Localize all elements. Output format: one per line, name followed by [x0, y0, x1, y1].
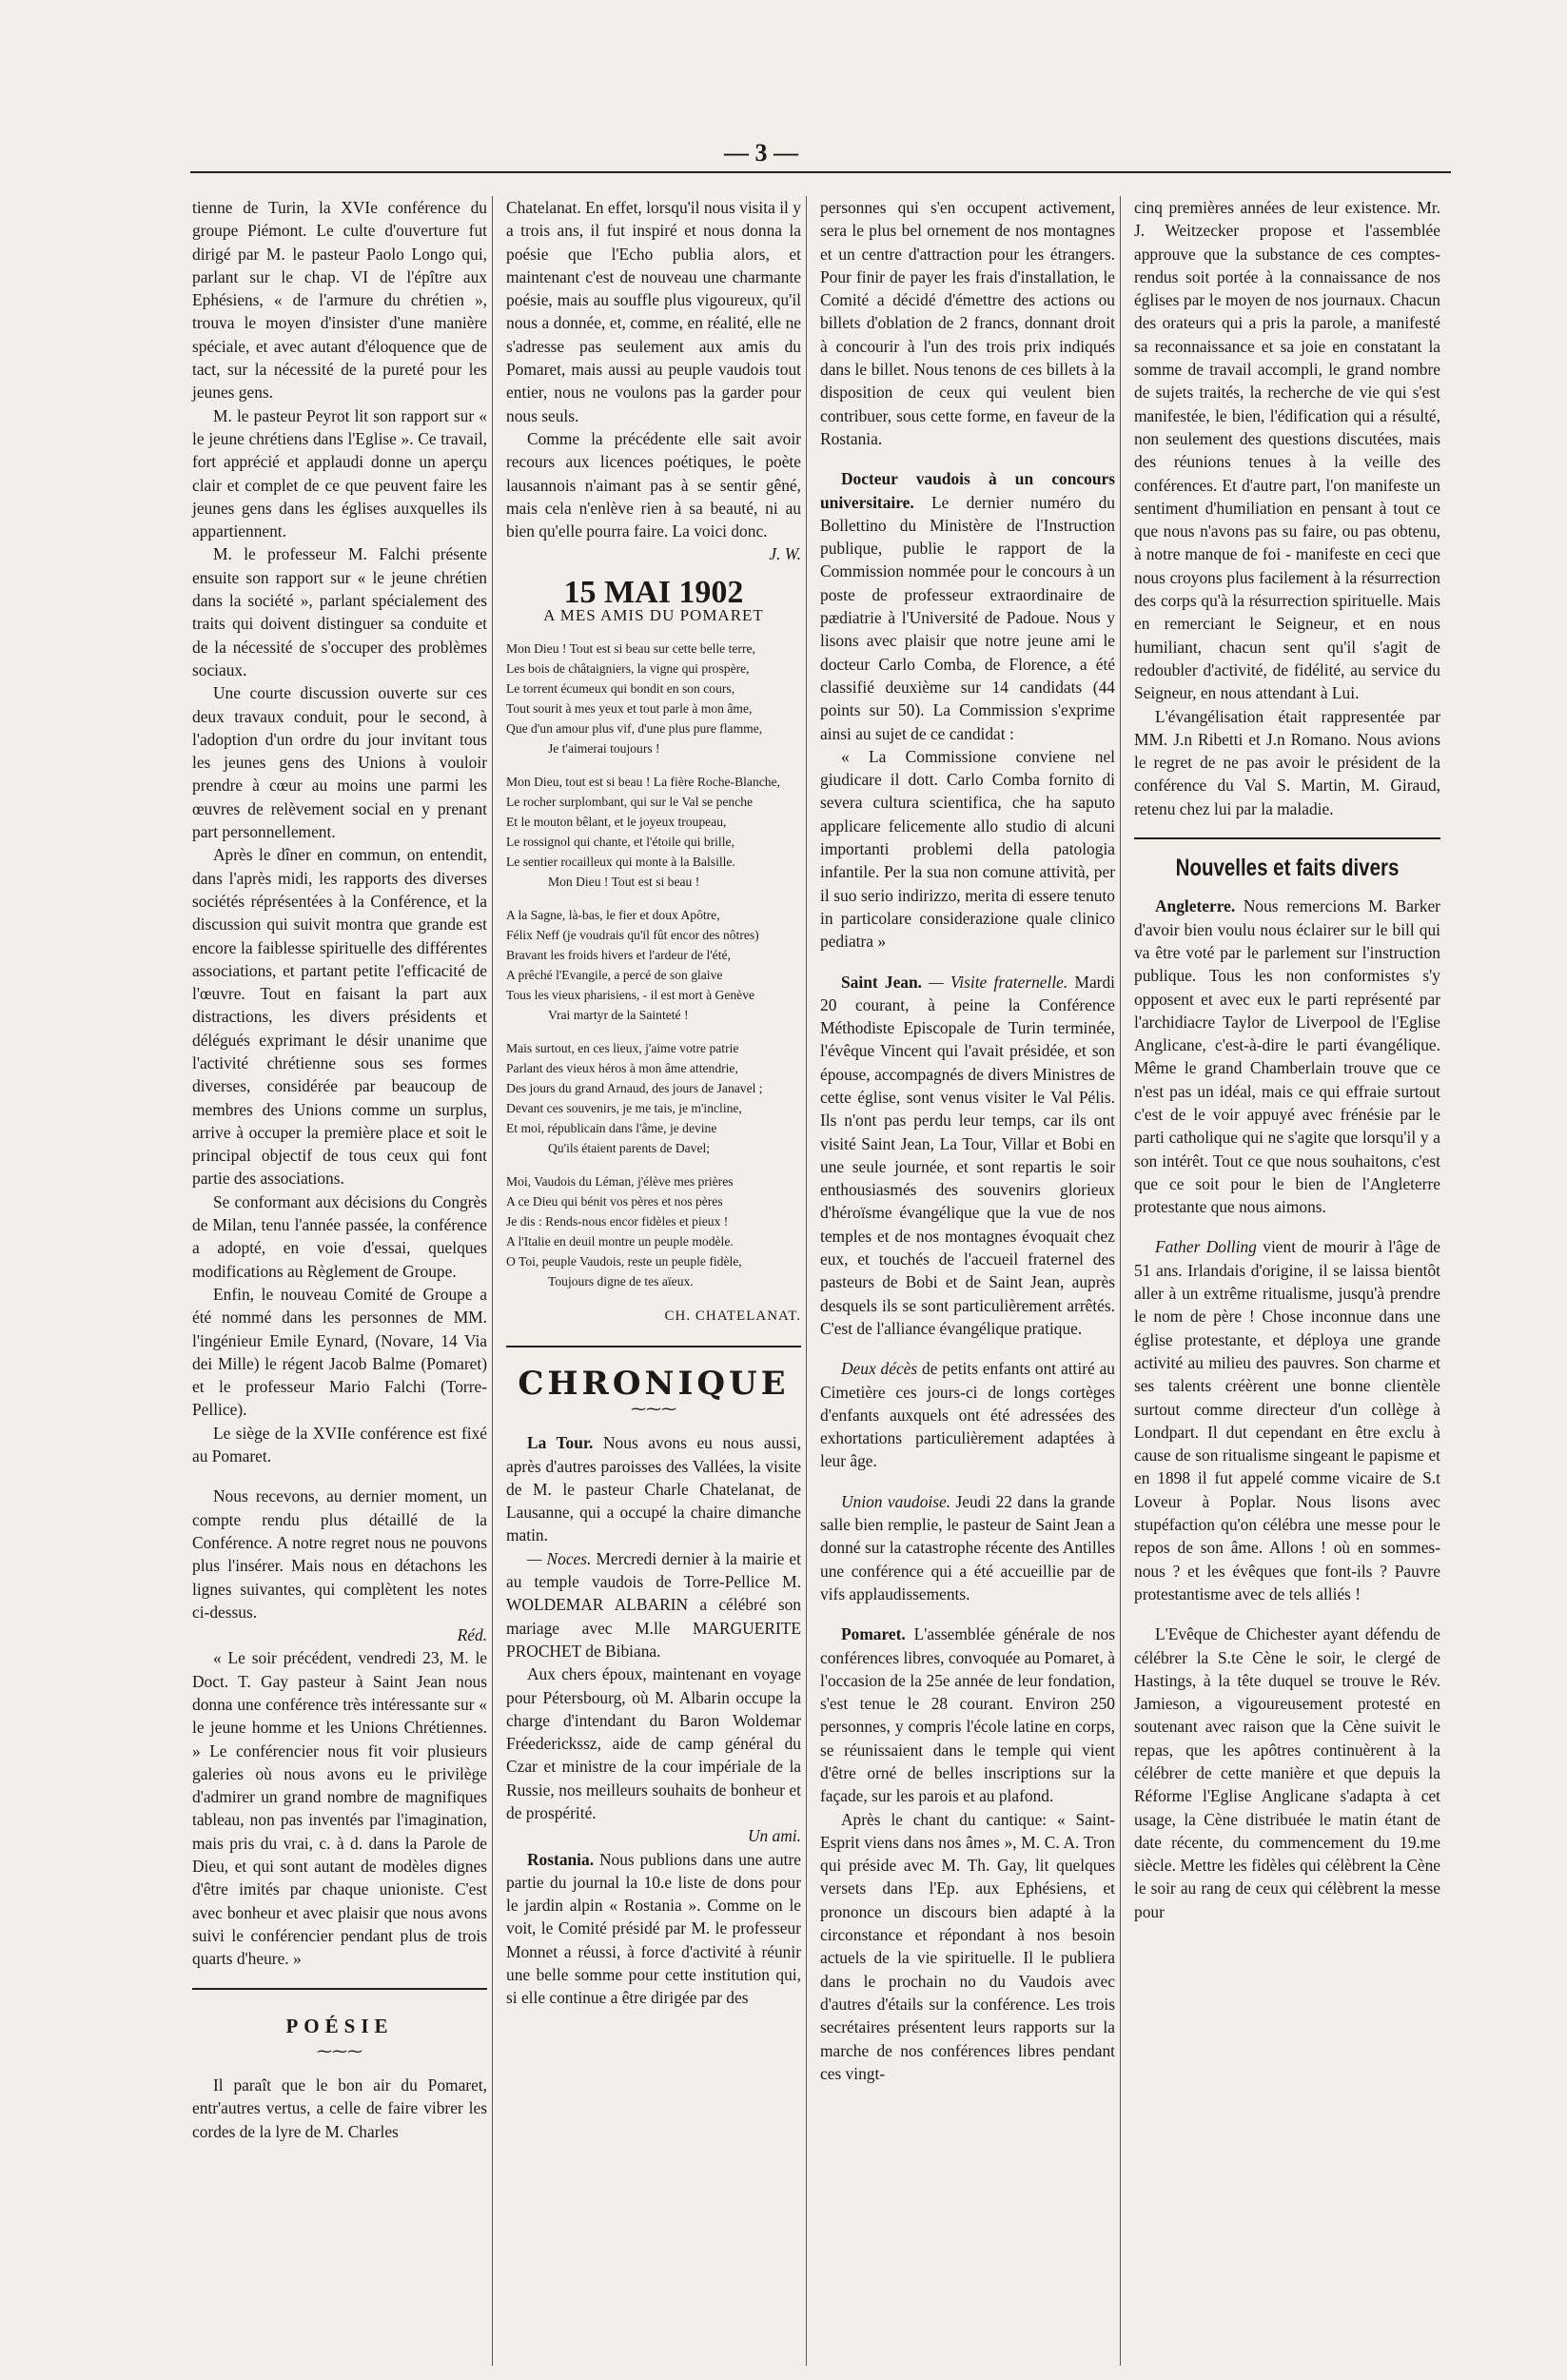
column-divider	[1120, 196, 1121, 2366]
poem-line: Vrai martyr de la Sainteté !	[548, 1008, 689, 1023]
poem-line: A la Sagne, là-bas, le fier et doux Apôtre,	[506, 908, 720, 923]
ornament-icon: ⁓⁓⁓	[631, 1401, 676, 1418]
article-heading: Pomaret.	[841, 1624, 906, 1644]
article-heading: Deux décès	[841, 1359, 918, 1379]
poem-line: Tous les vieux pharisiens, - il est mort à Genève	[506, 988, 755, 1003]
article-heading: Docteur vaudois à un concours universitaire.	[820, 469, 1115, 512]
poem-stanza-4	[506, 1038, 801, 1158]
poem-line: A ce Dieu qui bénit vos pères et nos pères	[506, 1194, 723, 1210]
ornament-icon: ⁓⁓⁓	[317, 2043, 362, 2060]
poem-stanza-5	[506, 1171, 801, 1291]
paragraph: Se conformant aux décisions du Congrès de Milan, tenu l'année passée, la conférence a adopté, en voie d'essai, quelques modifications au Règlement de Groupe.	[192, 1191, 487, 1281]
article-heading: Angleterre.	[1155, 896, 1236, 916]
article-text: Mardi 20 courant, à peine la Conférence Méthodiste Episcopale de Turin terminée, l'évêque Vincent qui l'avait présidée, et son épouse, accompagnés de divers Ministres de cette église, sont venus visiter le Val Pélis. Ils n'ont pas perdu leur temps, car ils ont visité Saint Jean, La Tour, Villar et Bobi en une seule journée, et sont repartis le soir enthousiasmés des souvenirs glorieux d'héroïsme évangélique que la vue de nos temples et de nos montagnes évoquait chez eux, et touchés de l'accueil fraternel des pasteurs de Bobi et de Saint Jean, auprès desquels ils se sont particulièrement arrêtés. C'est de l'alliance évangélique pratique.	[820, 972, 1116, 1338]
poem-line: Les bois de châtaigniers, la vigne qui prospère,	[506, 661, 750, 677]
poem-line: Mon Dieu ! Tout est si beau sur cette belle terre,	[506, 641, 755, 657]
paragraph: Comme la précédente elle sait avoir recours aux licences poétiques, le poète lausannois n'aimant pas à se sentir gêné, mais cela n'enlève rien à sa beauté, ni au bien qu'elle pourra faire. La voici donc.	[506, 428, 801, 541]
poem-line: Et moi, républicain dans l'âme, je devine	[506, 1121, 717, 1136]
paragraph: Après le chant du cantique: « Saint-Esprit viens dans nos âmes », M. C. A. Tron qui préside avec M. Th. Gay, lit quelques versets dans l'Ep. aux Ephésiens, et prononce un discours bien adapté à la circonstance et répondant à nos besoin actuels de la vie spirituelle. Il le publiera dans le prochain no du Vaudois avec d'autres d'étails sur la conférence. Les trois secrétaires présentent leurs rapports sur la marche de nos conférences libres pendant ces vingt-	[820, 1809, 1115, 2083]
article-heading: Father Dolling	[1155, 1237, 1257, 1257]
paragraph: L'évangélisation était rappresentée par MM. J.n Ribetti et J.n Romano. Nous avions le regret de ne pas avoir le président de la conférence du Val S. Martin, M. Giraud, retenu chez lui par la maladie.	[1134, 706, 1440, 818]
poem-line: A prêché l'Evangile, a percé de son glaive	[506, 968, 723, 983]
poem-line: Je dis : Rends-nous encor fidèles et pieux !	[506, 1214, 729, 1229]
poem-line: Le rossignol qui chante, et l'étoile qui brille,	[506, 835, 735, 850]
paragraph: M. le pasteur Peyrot lit son rapport sur « le jeune chrétiens dans l'Eglise ». Ce travail, fort apprécié et applaudi donne un aperçu clair et complet de ce que peuvent faire les jeunes gens dans les églises auxquelles ils appartiennent.	[192, 405, 487, 541]
poem-line: Mon Dieu, tout est si beau ! La fière Roche-Blanche,	[506, 775, 781, 790]
poem-line: Des jours du grand Arnaud, des jours de Janavel ;	[506, 1081, 763, 1096]
article-text: Le dernier numéro du Bollettino du Ministère de l'Instruction publique, publie le rapport de la Commission nommée pour le concours à un poste de professeur extraordinaire de pædiatrie à l'Université de Padoue. Nous y lisons avec plaisir que notre jeune ami le docteur Carlo Comba, de Florence, a été classifié deuxième sur 14 candidats (44 points sur 50). La Commission s'exprime ainsi au sujet de ce candidat :	[820, 492, 1115, 743]
column-4	[1134, 196, 1440, 1923]
page-number: — 3 —	[724, 139, 798, 167]
poem-line: Toujours digne de tes aïeux.	[548, 1274, 694, 1289]
paragraph: L'Evêque de Chichester ayant défendu de célébrer la S.te Cène le soir, le clergé de Hastings, à la tête duquel se trouve le Rév. Jamieson, a vigoureusement protesté en soutenant avec raison que la Cène suivit le repas, que les apôtres continuèrent à la célébrer de cette manière et que depuis la Réforme l'Eglise Anglicane s'adapta à cet usage, la Cène distribuée le matin étant de date récente, du commencement du 19.me siècle. Mettre les fidèles qui célèbrent la Cène le soir au rang de ceux qui célèbrent la messe pour	[1134, 1624, 1440, 1921]
paragraph: cinq premières années de leur existence. Mr. J. Weitzecker propose et l'assemblée approuve que la substance de ces comptes-rendus soit portée à la connaissance de nos églises par le moyen de nos journaux. Chacun des orateurs qui a pris la parole, a manifesté sa reconnaissance et sa joie en constatant la somme de travail accompli, le grand nombre de sujets traités, la recherche de vie qui s'est manifestée, le bien, l'édification qui a résulté, non seulement des questions discutées, mais des réunions tenues à la veille des conférences. Et d'autre part, l'on manifeste un sentiment d'humiliation en pensant à tout ce que nous n'avons pas su faire, ou pas obtenu, à notre manque de foi - manifeste en ceci que nous croyons plus facilement à la résurrection des corps qu'à la résurrection spirituelle. Mais en remerciant le Seigneur, et en nous humiliant, chacun sent qu'il s'agit de redoubler d'activité, de fidélité, au service du Seigneur, en nous attendant à Lui.	[1134, 198, 1440, 703]
poem-line: Félix Neff (je voudrais qu'il fût encor des nôtres)	[506, 928, 759, 943]
poem-line: Mon Dieu ! Tout est si beau !	[548, 875, 700, 890]
section-rule	[192, 1988, 487, 1990]
paragraph: personnes qui s'en occupent activement, sera le plus bel ornement de nos montagnes et un centre d'attraction pour les étrangers. Pour finir de payer les frais d'installation, le Comité a décidé d'émettre des actions ou billets d'oblation de 2 francs, donnant droit à concourir à l'un des trois prix indiqués dans le billet. Nous tenons de ces billets à la disposition de ceux qui veulent bien contribuer, sous cette forme, en faveur de la Rostania.	[820, 198, 1115, 448]
article-text: de petits enfants ont attiré au Cimetière ces jours-ci de longs cortèges d'enfants auxquels ont été adressées des exhortations particulièrement adaptées à leur âge.	[820, 1359, 1115, 1471]
article-text: Nous avons eu nous aussi, après d'autres paroisses des Vallées, la visite de M. le pasteur Charle Chatelanat, de Lausanne, qui a occupé la chaire dimanche matin.	[506, 1433, 802, 1545]
poem-signature: CH. CHATELANAT.	[664, 1308, 801, 1325]
poem-stanza-3	[506, 905, 801, 1025]
paragraph: Nous recevons, au dernier moment, un compte rendu plus détaillé de la Conférence. A notre regret nous ne pouvons plus l'insérer. Mais nous en détachons les lignes suivantes, qui complètent les notes ci-dessus.	[192, 1486, 487, 1622]
signature: Un ami.	[747, 1826, 801, 1846]
article-text: Nous publions dans une autre partie du journal la 10.e liste de dons pour le jardin alpin « Rostania ». Comme on le voit, le Comité présidé par M. le professeur Monnet a réussi, à force d'activité à réunir une belle somme pour cette institution qui, si elle continue a être dirigée par des	[506, 1849, 801, 2008]
section-rule	[1134, 837, 1440, 839]
poem-line: Qu'ils étaient parents de Davel;	[548, 1141, 711, 1156]
paragraph: Il paraît que le bon air du Pomaret, entr'autres vertus, a celle de faire vibrer les cordes de la lyre de M. Charles	[192, 2075, 487, 2141]
poem-stanza-1	[506, 639, 801, 758]
signature: Réd.	[457, 1625, 487, 1645]
poem-line: Moi, Vaudois du Léman, j'élève mes prières	[506, 1174, 734, 1190]
paragraph: Après le dîner en commun, on entendit, dans l'après midi, les rapports des diverses sociétés réprésentées à la Conférence, et la discussion qui suivit montra que grande est encore la faiblesse spirituelle des différentes associations, et partant petite l'efficacité de l'œuvre. Tout en faisant la part aux distractions, les divers présidents et délégués exprimant le désir unanime que l'activité chrétienne sous ses formes diverses, considérée par beaucoup de membres des Unions comme un surplus, arrive à occuper la première place et soit le principal objectif de tous ceux qui font partie des associations.	[192, 845, 487, 1189]
column-1	[192, 196, 487, 2143]
column-divider	[806, 196, 807, 2366]
article-text: L'assemblée générale de nos conférences libres, convoquée au Pomaret, à l'occasion de la 25e année de leur fondation, s'est tenue le 28 courant. Environ 250 personnes, y compris l'école latine en corps, se réunissaient dans le temple qui vient d'être orné de belles inscriptions sur la façade, sur les parois et au plafond.	[820, 1624, 1115, 1806]
poem-line: Je t'aimerai toujours !	[548, 741, 660, 757]
article-text: vient de mourir à l'âge de 51 ans. Irlandais d'origine, il se laissa bientôt aller à un extrême ritualisme, jusqu'à prendre le nom de père ! Chose inconnue dans une église protestante, et déploya une grande activité au milieu des pauvres. Son charme et ses talents créèrent une bonne clientèle surtout comme directeur d'un collège à Londpart. Il dut cependant en être exclu à cause de son ritualisme singeant le papisme et en 1898 il fut appelé comme vicaire de S.t Loveur à Poplar. Nous lisons avec stupéfaction qu'on célébra une messe pour le repos de son âme. Allons ! où en sommes-nous ? et les évêques que font-ils ? Pauvre protestantisme avec de tels alliés !	[1134, 1237, 1440, 1603]
article-heading: — Noces.	[527, 1548, 592, 1568]
poem-line: Mais surtout, en ces lieux, j'aime votre patrie	[506, 1041, 739, 1056]
article-text: Nous remercions M. Barker d'avoir bien voulu nous éclairer sur le bill qui va être voté par le parlement sur l'instruction publique. Tous les non conformistes s'y opposent et avec eux le parti représenté par l'archidiacre Taylor de Liverpool de l'Eglise Anglicane, c'est-à-dire le parti évangélique. Même le grand Chamberlain trouve que ce n'est pas un idéal, mais ce qui effraie surtout c'est de le voir appuyé avec frénésie par le parti catholique qui ne s'agite que lorsqu'il y a son intérêt. Tout ce que nous souhaitons, c'est que ce soit pour le bien de l'Angleterre protestante que nous aimons.	[1134, 896, 1440, 1217]
article-subheading: — Visite fraternelle.	[929, 972, 1068, 992]
poem-line: Parlant des vieux héros à mon âme attendrie,	[506, 1061, 738, 1076]
article-heading: Saint Jean.	[841, 972, 923, 992]
column-2	[506, 196, 801, 2010]
paragraph: Aux chers époux, maintenant en voyage pour Pétersbourg, où M. Albarin occupe la charge d'intendant du Baron Woldemar Fréederickssz, aide de camp général du Czar et ministre de la cour impériale de la Russie, nos meilleurs souhaits de bonheur et de prospérité.	[506, 1664, 801, 1822]
article-text: Mercredi dernier à la mairie et au temple vaudois de Torre-Pellice M. WOLDEMAR ALBARIN a célébré son mariage avec M.lle MARGUERITE PROCHET de Bibiana.	[506, 1548, 801, 1661]
paragraph: Enfin, le nouveau Comité de Groupe a été nommé dans les personnes de MM. l'ingénieur Emile Eynard, (Novare, 14 Via dei Mille) le régent Jacob Balme (Pomaret) et le professeur Mario Falchi (Torre-Pellice).	[192, 1284, 487, 1420]
article-heading: La Tour.	[527, 1433, 594, 1453]
poem-line: A l'Italie en deuil montre un peuple modèle.	[506, 1234, 734, 1249]
signature: J. W.	[769, 544, 801, 564]
section-title-chronique: CHRONIQUE	[518, 1364, 790, 1403]
quotation: « La Commissione conviene nel giudicare il dott. Carlo Comba fornito di severa cultura scientifica, che ha saputo applicare felicemente allo studio di alcuni importanti problemi della patologia infantile. Per la sua non comune attività, per il suo serio indirizzo, merita di essere tenuto in particolare considerazione quale clinico pediatra »	[820, 746, 1115, 952]
section-rule	[506, 1346, 801, 1347]
section-title-nouvelles: Nouvelles et faits divers	[1175, 855, 1400, 882]
paragraph: Le siège de la XVIIe conférence est fixé au Pomaret.	[192, 1423, 487, 1466]
poem-line: Tout sourit à mes yeux et tout parle à mon âme,	[506, 701, 753, 717]
column-3	[820, 196, 1115, 2085]
paragraph: Une courte discussion ouverte sur ces deux travaux conduit, pour le second, à l'adoption d'un ordre du jour invitant tous les jeunes gens des Unions à vouloir prendre à cœur au moins une parmi les œuvres de relèvement social en y prenant part personnellement.	[192, 683, 487, 842]
column-divider	[492, 196, 493, 2366]
article-heading: Union vaudoise.	[841, 1491, 951, 1511]
paragraph: tienne de Turin, la XVIe conférence du groupe Piémont. Le culte d'ouverture fut dirigé par M. le pasteur Paolo Longo qui, parlant sur le chap. VI de l'épître aux Ephésiens, « de l'armure du chrétien », trouva le moyen d'insister d'une manière spéciale, et avec autant d'éloquence que de tact, sur la nécessité de la pureté pour les jeunes gens.	[192, 198, 487, 403]
poem-title: 15 MAI 1902	[563, 574, 744, 610]
poem-line: Le rocher surplombant, qui sur le Val se penche	[506, 795, 754, 810]
article-heading: Rostania.	[527, 1849, 595, 1869]
poem-subtitle: A MES AMIS DU POMARET	[543, 606, 764, 625]
quoted-report: « Le soir précédent, vendredi 23, M. le Doct. T. Gay pasteur à Saint Jean nous donna une conférence très intéressante sur « le jeune homme et les Unions Chrétiennes. » Le conférencier nous fit voir plusieurs galeries où nous avons eu le privilège d'admirer un grand nombre de magnifiques tableau, non pas inventés par l'imagination, mais pris du vrai, c. à d. dans la Parole de Dieu, et qui sont autant de modèles dignes d'être imités par chaque unioniste. C'est avec bonheur et avec plaisir que nous avons suivi le conférencier pendant plus de trois quarts d'heure. »	[192, 1648, 487, 1969]
poem-line: Que d'un amour plus vif, d'une plus pure flamme,	[506, 721, 763, 737]
poem-line: Le torrent écumeux qui bondit en son cours,	[506, 681, 735, 697]
poem-line: Devant ces souvenirs, je me tais, je m'incline,	[506, 1101, 742, 1116]
poem-line: Et le mouton bêlant, et le joyeux troupeau,	[506, 815, 727, 830]
paragraph: M. le professeur M. Falchi présente ensuite son rapport sur « le jeune chrétien dans la société », parlant spécialement des traits qui doivent distinguer sa conduite et de la nécessité de s'occuper des problèmes sociaux.	[192, 544, 487, 679]
header-rule	[190, 171, 1451, 173]
article-text: Jeudi 22 dans la grande salle bien remplie, le pasteur de Saint Jean a donné sur la catastrophe récente des Antilles une conférence qui a été accueillie par de vifs applaudissements.	[820, 1491, 1115, 1603]
poem-stanza-2	[506, 772, 801, 892]
paragraph: Chatelanat. En effet, lorsqu'il nous visita il y a trois ans, il fut inspiré et nous donna la poésie que l'Echo publia alors, et maintenant c'est de nouveau une charmante poésie, mais au souffle plus vigoureux, qu'il nous a donnée, et, comme, en réalité, elle ne s'adresse pas seulement aux amis du Pomaret, mais aussi au peuple vaudois tout entier, nous ne voulons pas la garder pour nous seuls.	[506, 198, 801, 425]
poem-line: Le sentier rocailleux qui monte à la Balsille.	[506, 855, 735, 870]
poem-line: Bravant les froids hivers et l'ardeur de l'été,	[506, 948, 731, 963]
poem-line: O Toi, peuple Vaudois, reste un peuple fidèle,	[506, 1254, 742, 1269]
section-title-poesie: POÉSIE	[285, 2014, 394, 2037]
